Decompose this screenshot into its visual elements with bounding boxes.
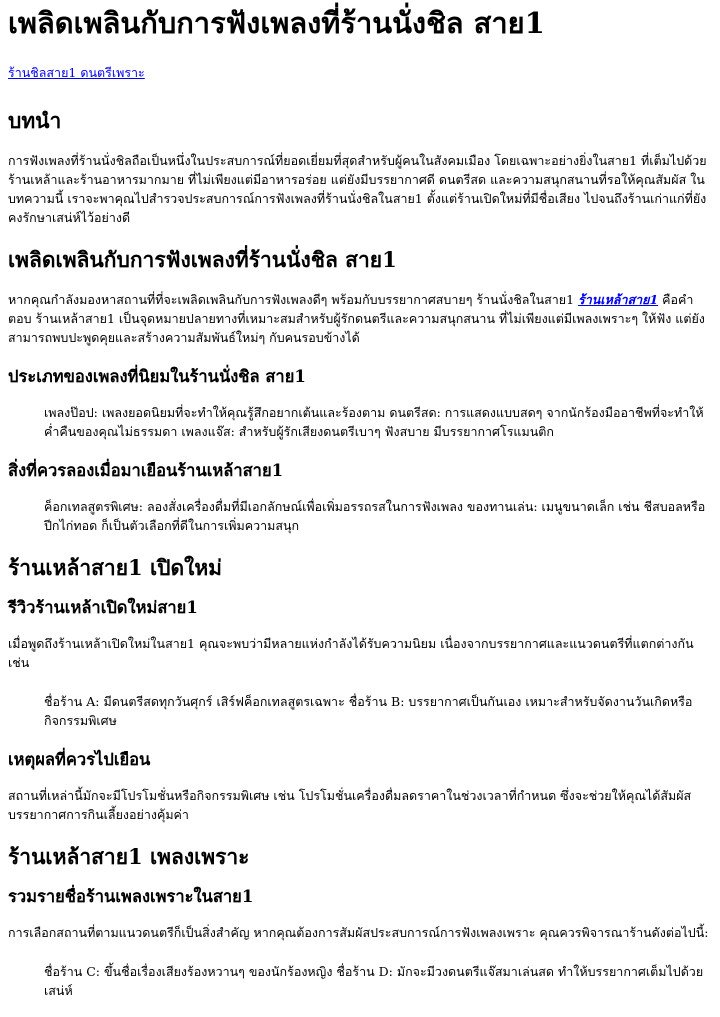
- section3-sub1-quote: ชื่อร้าน C: ขึ้นชื่อเรื่องเสียงร้องหวานๆ ของนักร้องหญิง ชื่อร้าน D: มักจะมีวงดนตรีแจ๊สมาเล่นสด ทำให้บรรยากาศเต็มไปด้วยเสน่ห์: [44, 963, 704, 998]
- section1-sub1-quote: เพลงป๊อป: เพลงยอดนิยมที่จะทำให้คุณรู้สึกอยากเต้นและร้องตาม ดนตรีสด: การแสดงแบบสดๆ จากนักร้องมืออาชีพที่จะทำให้ค่ำคืนของคุณไม่ธรรมดา เพลงแจ๊ส: สำหรับผู้รักเสียงดนตรีเบาๆ ฟังสบาย มีบรรยากาศโรแมนติก: [44, 404, 704, 439]
- section1-text-before: หากคุณกำลังมองหาสถานที่ที่จะเพลิดเพลินกับการฟังเพลงดีๆ พร้อมกับบรรยากาศสบายๆ ร้านนั่งชิลในสาย1: [8, 292, 579, 308]
- section2-sub1-heading: รีวิวร้านเหล้าเปิดใหม่สาย1: [8, 597, 198, 617]
- intro-text: การฟังเพลงที่ร้านนั่งชิลถือเป็นหนึ่งในประสบการณ์ที่ยอดเยี่ยมที่สุดสำหรับผู้คนในสังคมเมือง โดยเฉพาะอย่างยิ่งในสาย1 ที่เต็มไปด้วยร้านเหล้าและร้านอาหารมากมาย ที่ไม่เพียงแต่มีอาหารอร่อย แต่ยังมีบรรยากาศดี ดนตรีสด และความสนุกสนานที่รอให้คุณสัมผัส ในบทความนี้ เราจะพาคุณไปสำรวจประสบการณ์การฟังเพลงที่ร้านนั่งชิลในสาย1 ตั้งแต่ร้านเปิดใหม่ที่มีชื่อเสียง ไปจนถึงร้านเก่าแก่ที่ยังคงรักษาเสน่ห์ไว้อย่างดี: [8, 152, 707, 225]
- page-title: เพลิดเพลินกับการฟังเพลงที่ร้านนั่งชิล สาย1: [8, 6, 545, 40]
- section1-inline-link[interactable]: ร้านเหล้าสาย1: [578, 292, 659, 308]
- intro-heading: บทนำ: [8, 107, 62, 133]
- section2-sub2-heading: เหตุผลที่ควรไปเยือน: [8, 749, 151, 769]
- section1-text: [8, 290, 712, 347]
- section1-text-after: คือคำตอบ ร้านเหล้าสาย1 เป็นจุดหมายปลายทางที่เหมาะสมสำหรับผู้รักดนตรีและความสนุกสนาน ที่ไม่เพียงแต่มีเพลงเพราะๆ ให้ฟัง แต่ยังสามารถพบปะพูดคุยและสร้างความสัมพันธ์ใหม่ๆ กับคนรอบข้างได้: [8, 292, 705, 346]
- top-link[interactable]: ร้านชิลสาย1 ดนตรีเพราะ: [8, 64, 145, 80]
- section3-sub1-heading: รวมรายชื่อร้านเพลงเพราะในสาย1: [8, 886, 254, 906]
- section2-sub1-text: เมื่อพูดถึงร้านเหล้าเปิดใหม่ในสาย1 คุณจะพบว่ามีหลายแห่งกำลังได้รับความนิยม เนื่องจากบรรยากาศและแนวดนตรีที่แตกต่างกัน เช่น: [8, 635, 694, 670]
- section2-sub1-quote: ชื่อร้าน A: มีดนตรีสดทุกวันศุกร์ เสิร์ฟค็อกเทลสูตรเฉพาะ ชื่อร้าน B: บรรยากาศเป็นกันเอง เหมาะสำหรับจัดงานวันเกิดหรือกิจกรรมพิเศษ: [44, 693, 693, 728]
- section3-heading: ร้านเหล้าสาย1 เพลงเพราะ: [8, 843, 250, 869]
- section2-heading: ร้านเหล้าสาย1 เปิดใหม่: [8, 554, 223, 580]
- top-link-paragraph: [8, 63, 712, 82]
- section1-sub2-heading: สิ่งที่ควรลองเมื่อมาเยือนร้านเหล้าสาย1: [8, 460, 284, 480]
- section1-sub1-heading: ประเภทของเพลงที่นิยมในร้านนั่งชิล สาย1: [8, 367, 306, 387]
- section1-heading: เพลิดเพลินกับการฟังเพลงที่ร้านนั่งชิล สาย1: [8, 246, 397, 272]
- section1-sub2-quote: ค็อกเทลสูตรพิเศษ: ลองสั่งเครื่องดื่มที่มีเอกลักษณ์เพื่อเพิ่มอรรถรสในการฟังเพลง ของทานเล่น: เมนูขนาดเล็ก เช่น ชีสบอลหรือปีกไก่ทอด ก็เป็นตัวเลือกที่ดีในการเพิ่มความสนุก: [44, 498, 706, 533]
- section2-sub2-text: สถานที่เหล่านี้มักจะมีโปรโมชั่นหรือกิจกรรมพิเศษ เช่น โปรโมชั่นเครื่องดื่มลดราคาในช่วงเวลาที่กำหนด ซึ่งจะช่วยให้คุณได้สัมผัสบรรยากาศการกินเลี้ยงอย่างคุ้มค่า: [8, 787, 692, 822]
- section3-sub1-text: การเลือกสถานที่ตามแนวดนตรีก็เป็นสิ่งสำคัญ หากคุณต้องการสัมผัสประสบการณ์การฟังเพลงเพราะ คุณควรพิจารณาร้านดังต่อไปนี้:: [8, 924, 709, 940]
